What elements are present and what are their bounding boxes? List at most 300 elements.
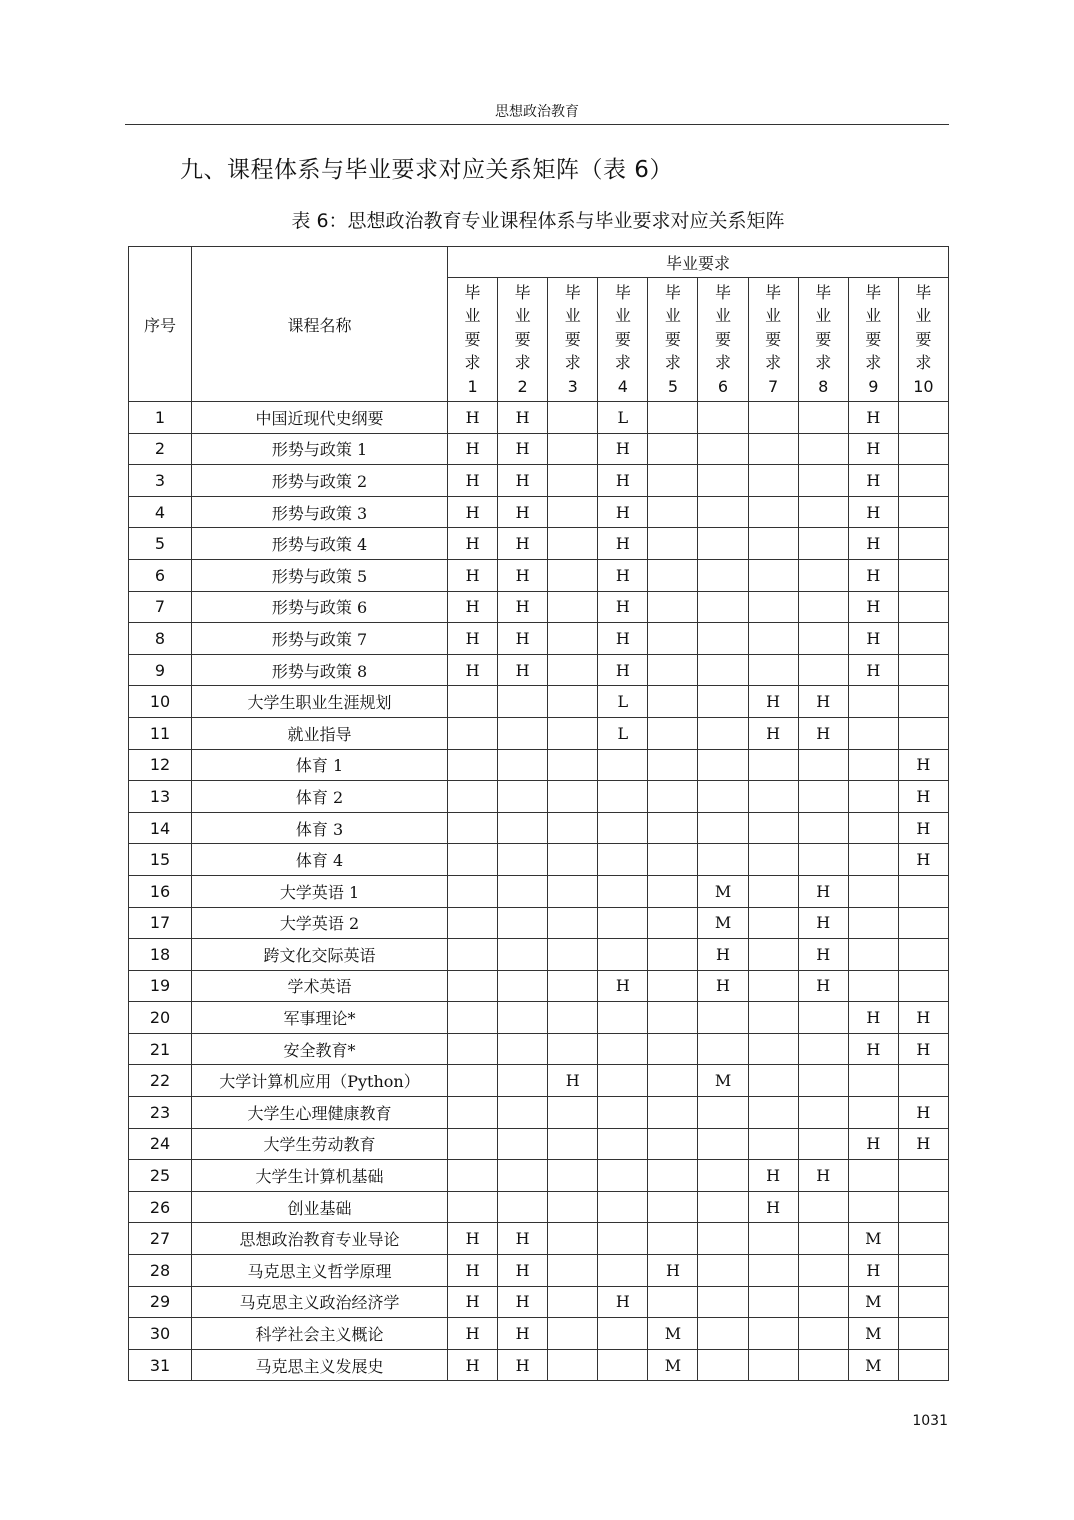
- requirement-level-cell: [798, 496, 848, 528]
- requirement-level-cell: [498, 939, 548, 971]
- requirement-level-cell: [698, 465, 748, 497]
- requirement-level-cell: M: [848, 1318, 898, 1350]
- course-name-cell: 跨文化交际英语: [192, 939, 448, 971]
- requirement-level-cell: [498, 907, 548, 939]
- requirement-level-cell: [598, 1097, 648, 1129]
- requirement-level-cell: [748, 402, 798, 434]
- row-number-cell: 6: [129, 559, 192, 591]
- requirement-level-cell: [648, 1002, 698, 1034]
- requirement-level-cell: [448, 1191, 498, 1223]
- requirement-level-cell: [798, 1286, 848, 1318]
- requirement-header-number: 4: [617, 376, 628, 396]
- requirement-level-cell: [498, 970, 548, 1002]
- course-name-cell: 大学生劳动教育: [192, 1128, 448, 1160]
- requirement-level-cell: [598, 1349, 648, 1381]
- column-header-requirement-2: [498, 278, 548, 402]
- table-row: [129, 402, 949, 434]
- requirement-header-char: 要: [715, 329, 732, 349]
- requirement-level-cell: [648, 654, 698, 686]
- requirement-header-char: 业: [765, 306, 782, 326]
- table-row: [129, 1286, 949, 1318]
- requirement-level-cell: [448, 1002, 498, 1034]
- requirement-level-cell: [698, 844, 748, 876]
- requirement-level-cell: [548, 559, 598, 591]
- requirement-level-cell: H: [598, 623, 648, 655]
- table-row: [129, 1002, 949, 1034]
- requirement-level-cell: H: [848, 1002, 898, 1034]
- requirement-level-cell: [498, 812, 548, 844]
- requirement-level-cell: H: [848, 528, 898, 560]
- table-row: [129, 1349, 949, 1381]
- requirement-level-cell: [748, 1286, 798, 1318]
- row-number-cell: 29: [129, 1286, 192, 1318]
- requirement-level-cell: [748, 591, 798, 623]
- requirement-level-cell: [648, 1286, 698, 1318]
- course-name-cell: 形势与政策 4: [192, 528, 448, 560]
- requirement-header-number: 2: [517, 376, 528, 396]
- requirement-level-cell: [898, 433, 948, 465]
- requirement-level-cell: H: [448, 623, 498, 655]
- table-header: [129, 247, 949, 402]
- requirement-level-cell: H: [448, 1349, 498, 1381]
- requirement-level-cell: [748, 465, 798, 497]
- requirement-level-cell: [598, 1223, 648, 1255]
- course-name-cell: 就业指导: [192, 717, 448, 749]
- table-row: [129, 907, 949, 939]
- requirement-level-cell: [498, 875, 548, 907]
- requirement-level-cell: H: [798, 970, 848, 1002]
- requirement-level-cell: H: [748, 1191, 798, 1223]
- requirement-level-cell: [698, 1255, 748, 1287]
- row-number-cell: 16: [129, 875, 192, 907]
- requirement-level-cell: H: [848, 1033, 898, 1065]
- requirement-level-cell: [598, 812, 648, 844]
- course-name-cell: 学术英语: [192, 970, 448, 1002]
- row-number-cell: 8: [129, 623, 192, 655]
- course-name-cell: 形势与政策 2: [192, 465, 448, 497]
- table-row: [129, 433, 949, 465]
- requirement-level-cell: [848, 686, 898, 718]
- requirement-level-cell: [898, 1065, 948, 1097]
- course-name-cell: 形势与政策 5: [192, 559, 448, 591]
- table-row: [129, 1223, 949, 1255]
- requirement-header-char: 毕: [915, 282, 932, 302]
- table-row: [129, 1255, 949, 1287]
- requirement-level-cell: [548, 591, 598, 623]
- requirement-level-cell: [548, 496, 598, 528]
- requirement-level-cell: [548, 1349, 598, 1381]
- table-row: [129, 686, 949, 718]
- row-number-cell: 24: [129, 1128, 192, 1160]
- requirement-level-cell: [548, 1160, 598, 1192]
- table-row: [129, 939, 949, 971]
- requirement-level-cell: [698, 812, 748, 844]
- requirement-header-char: 毕: [514, 282, 531, 302]
- row-number-cell: 1: [129, 402, 192, 434]
- requirement-level-cell: H: [448, 1286, 498, 1318]
- requirement-level-cell: [798, 1191, 848, 1223]
- requirement-level-cell: [448, 717, 498, 749]
- column-header-requirement-10: [898, 278, 948, 402]
- requirement-level-cell: [648, 559, 698, 591]
- requirement-level-cell: [598, 749, 648, 781]
- row-number-cell: 22: [129, 1065, 192, 1097]
- requirement-level-cell: [598, 1033, 648, 1065]
- requirement-level-cell: [898, 1191, 948, 1223]
- requirement-level-cell: [498, 1191, 548, 1223]
- requirement-header-char: 要: [815, 329, 832, 349]
- requirement-level-cell: [498, 749, 548, 781]
- requirement-header-char: 业: [865, 306, 882, 326]
- requirement-level-cell: H: [598, 970, 648, 1002]
- requirement-level-cell: [498, 1065, 548, 1097]
- requirement-level-cell: [648, 1097, 698, 1129]
- requirement-header-char: 要: [765, 329, 782, 349]
- requirement-level-cell: H: [498, 1318, 548, 1350]
- requirement-level-cell: [698, 433, 748, 465]
- table-row: [129, 465, 949, 497]
- requirement-level-cell: [698, 591, 748, 623]
- requirement-level-cell: [548, 1128, 598, 1160]
- requirement-level-cell: H: [848, 402, 898, 434]
- requirement-level-cell: [748, 781, 798, 813]
- requirement-header-char: 求: [614, 353, 631, 373]
- requirement-level-cell: [648, 496, 698, 528]
- course-name-cell: 体育 2: [192, 781, 448, 813]
- requirements-matrix-table: [128, 246, 949, 1381]
- requirement-level-cell: H: [498, 528, 548, 560]
- row-number-cell: 18: [129, 939, 192, 971]
- requirement-level-cell: [748, 875, 798, 907]
- requirement-level-cell: [548, 939, 598, 971]
- requirement-level-cell: [798, 591, 848, 623]
- requirement-level-cell: [698, 1160, 748, 1192]
- column-header-number: 序号: [129, 247, 192, 402]
- requirement-header-number: 6: [717, 376, 729, 396]
- course-name-cell: 大学英语 1: [192, 875, 448, 907]
- row-number-cell: 4: [129, 496, 192, 528]
- requirement-level-cell: L: [598, 686, 648, 718]
- requirement-level-cell: H: [498, 1286, 548, 1318]
- course-name-cell: 大学计算机应用（Python）: [192, 1065, 448, 1097]
- requirement-level-cell: [698, 1349, 748, 1381]
- row-number-cell: 27: [129, 1223, 192, 1255]
- requirement-level-cell: [448, 844, 498, 876]
- requirement-level-cell: [498, 1033, 548, 1065]
- requirement-level-cell: [848, 1160, 898, 1192]
- requirement-level-cell: [548, 623, 598, 655]
- requirement-level-cell: [898, 402, 948, 434]
- requirement-level-cell: [498, 1128, 548, 1160]
- requirement-level-cell: [748, 1223, 798, 1255]
- requirement-header-char: 求: [715, 353, 732, 373]
- requirement-level-cell: [798, 654, 848, 686]
- requirement-level-cell: H: [598, 433, 648, 465]
- requirement-level-cell: [698, 496, 748, 528]
- requirement-level-cell: M: [648, 1318, 698, 1350]
- requirement-level-cell: [648, 1065, 698, 1097]
- requirement-level-cell: [548, 1223, 598, 1255]
- row-number-cell: 11: [129, 717, 192, 749]
- course-name-cell: 军事理论*: [192, 1002, 448, 1034]
- requirement-level-cell: [798, 528, 848, 560]
- requirement-level-cell: [798, 559, 848, 591]
- requirement-header-char: 要: [865, 329, 882, 349]
- requirement-level-cell: [748, 496, 798, 528]
- column-header-requirement-7: [748, 278, 798, 402]
- requirement-level-cell: H: [648, 1255, 698, 1287]
- requirement-header-char: 求: [464, 353, 481, 373]
- requirement-level-cell: [798, 781, 848, 813]
- requirement-level-cell: [698, 1033, 748, 1065]
- requirement-level-cell: [648, 749, 698, 781]
- requirement-header-char: 毕: [865, 282, 882, 302]
- requirement-level-cell: H: [598, 654, 648, 686]
- requirement-level-cell: H: [498, 496, 548, 528]
- requirement-header-char: 求: [815, 353, 832, 373]
- row-number-cell: 17: [129, 907, 192, 939]
- requirement-level-cell: [748, 907, 798, 939]
- requirement-level-cell: H: [848, 496, 898, 528]
- requirement-level-cell: H: [898, 749, 948, 781]
- requirement-level-cell: [448, 1065, 498, 1097]
- course-name-cell: 创业基础: [192, 1191, 448, 1223]
- requirement-level-cell: [498, 844, 548, 876]
- requirement-level-cell: H: [848, 559, 898, 591]
- requirement-level-cell: H: [848, 623, 898, 655]
- requirement-level-cell: H: [848, 465, 898, 497]
- requirement-level-cell: [848, 717, 898, 749]
- column-group-header-requirements: 毕业要求: [448, 247, 949, 278]
- requirement-level-cell: [698, 528, 748, 560]
- requirement-level-cell: [648, 812, 698, 844]
- requirement-header-char: 毕: [715, 282, 732, 302]
- row-number-cell: 5: [129, 528, 192, 560]
- requirement-header-char: 业: [915, 306, 932, 326]
- table-body: [129, 402, 949, 1381]
- requirement-level-cell: [698, 623, 748, 655]
- requirement-level-cell: [598, 875, 648, 907]
- requirement-header-number: 5: [667, 376, 679, 396]
- course-name-cell: 大学英语 2: [192, 907, 448, 939]
- requirement-level-cell: [648, 970, 698, 1002]
- requirement-level-cell: [748, 1318, 798, 1350]
- requirement-level-cell: H: [898, 844, 948, 876]
- table-row: [129, 623, 949, 655]
- requirement-level-cell: [648, 591, 698, 623]
- requirement-level-cell: [898, 654, 948, 686]
- row-number-cell: 3: [129, 465, 192, 497]
- requirement-level-cell: H: [498, 1223, 548, 1255]
- requirement-level-cell: [698, 402, 748, 434]
- requirement-level-cell: [648, 1128, 698, 1160]
- requirement-level-cell: [898, 465, 948, 497]
- requirement-level-cell: [748, 654, 798, 686]
- requirement-level-cell: [898, 591, 948, 623]
- requirement-level-cell: [448, 812, 498, 844]
- requirement-level-cell: [798, 1255, 848, 1287]
- table-row: [129, 1318, 949, 1350]
- requirement-level-cell: H: [848, 1255, 898, 1287]
- requirement-level-cell: [798, 1065, 848, 1097]
- column-header-requirement-5: [648, 278, 698, 402]
- requirement-level-cell: [698, 686, 748, 718]
- requirement-level-cell: [548, 970, 598, 1002]
- requirement-level-cell: [548, 528, 598, 560]
- requirement-level-cell: H: [798, 1160, 848, 1192]
- requirement-header-char: 求: [564, 353, 581, 373]
- requirement-level-cell: [498, 717, 548, 749]
- requirement-level-cell: [848, 970, 898, 1002]
- requirement-level-cell: [448, 1097, 498, 1129]
- requirement-level-cell: [748, 559, 798, 591]
- requirement-level-cell: H: [548, 1065, 598, 1097]
- row-number-cell: 14: [129, 812, 192, 844]
- requirement-level-cell: M: [698, 1065, 748, 1097]
- requirement-level-cell: [898, 1160, 948, 1192]
- column-header-requirement-3: [548, 278, 598, 402]
- requirement-header-char: 求: [865, 353, 882, 373]
- requirement-level-cell: [698, 559, 748, 591]
- course-name-cell: 大学生心理健康教育: [192, 1097, 448, 1129]
- requirement-level-cell: [898, 559, 948, 591]
- requirement-level-cell: [548, 465, 598, 497]
- requirement-level-cell: M: [848, 1286, 898, 1318]
- table-row: [129, 970, 949, 1002]
- course-name-cell: 形势与政策 8: [192, 654, 448, 686]
- requirement-header-char: 业: [464, 306, 481, 326]
- requirement-level-cell: [648, 844, 698, 876]
- requirement-level-cell: [798, 844, 848, 876]
- requirement-level-cell: [898, 528, 948, 560]
- section-heading: 九、课程体系与毕业要求对应关系矩阵（表 6）: [180, 157, 673, 183]
- requirement-level-cell: [848, 1191, 898, 1223]
- requirement-level-cell: M: [648, 1349, 698, 1381]
- requirement-level-cell: [898, 1349, 948, 1381]
- requirement-level-cell: H: [598, 591, 648, 623]
- requirement-level-cell: [598, 1191, 648, 1223]
- requirement-level-cell: [898, 1255, 948, 1287]
- requirement-header-char: 毕: [614, 282, 631, 302]
- requirement-level-cell: H: [448, 433, 498, 465]
- requirement-level-cell: H: [598, 559, 648, 591]
- requirement-level-cell: [698, 1318, 748, 1350]
- table-row: [129, 781, 949, 813]
- requirement-level-cell: [648, 623, 698, 655]
- requirement-level-cell: H: [848, 591, 898, 623]
- requirement-level-cell: H: [598, 496, 648, 528]
- requirement-level-cell: [498, 1002, 548, 1034]
- table-row: [129, 844, 949, 876]
- course-name-cell: 马克思主义政治经济学: [192, 1286, 448, 1318]
- requirement-level-cell: H: [748, 686, 798, 718]
- requirement-level-cell: H: [448, 402, 498, 434]
- requirement-level-cell: [598, 939, 648, 971]
- table-row: [129, 528, 949, 560]
- requirement-level-cell: [648, 781, 698, 813]
- requirement-level-cell: [548, 875, 598, 907]
- requirement-level-cell: [848, 907, 898, 939]
- table-row: [129, 1097, 949, 1129]
- requirement-level-cell: H: [898, 1033, 948, 1065]
- requirement-level-cell: [748, 1033, 798, 1065]
- requirement-level-cell: H: [748, 1160, 798, 1192]
- requirement-level-cell: H: [598, 528, 648, 560]
- requirement-level-cell: [448, 781, 498, 813]
- requirement-level-cell: H: [448, 496, 498, 528]
- requirement-level-cell: [548, 1097, 598, 1129]
- requirement-level-cell: [548, 402, 598, 434]
- requirement-level-cell: H: [598, 1286, 648, 1318]
- requirement-header-char: 业: [614, 306, 631, 326]
- requirement-header-char: 业: [564, 306, 581, 326]
- requirement-level-cell: [548, 781, 598, 813]
- page-number: 1031: [912, 1413, 948, 1429]
- requirement-header-char: 业: [815, 306, 832, 326]
- row-number-cell: 19: [129, 970, 192, 1002]
- requirement-level-cell: H: [598, 465, 648, 497]
- column-header-requirement-1: [448, 278, 498, 402]
- requirement-level-cell: [748, 812, 798, 844]
- requirement-level-cell: H: [498, 654, 548, 686]
- requirement-level-cell: [648, 402, 698, 434]
- table-row: [129, 1160, 949, 1192]
- table-row: [129, 654, 949, 686]
- requirement-level-cell: H: [498, 433, 548, 465]
- column-header-requirement-4: [598, 278, 648, 402]
- requirement-level-cell: H: [848, 1128, 898, 1160]
- table-row: [129, 812, 949, 844]
- requirement-level-cell: H: [448, 1318, 498, 1350]
- requirement-level-cell: [598, 1002, 648, 1034]
- row-number-cell: 10: [129, 686, 192, 718]
- requirement-level-cell: [448, 970, 498, 1002]
- course-name-cell: 大学生计算机基础: [192, 1160, 448, 1192]
- row-number-cell: 20: [129, 1002, 192, 1034]
- requirement-level-cell: [448, 749, 498, 781]
- row-number-cell: 28: [129, 1255, 192, 1287]
- requirement-level-cell: H: [848, 433, 898, 465]
- requirement-header-char: 求: [765, 353, 782, 373]
- requirement-header-char: 要: [564, 329, 581, 349]
- requirement-header-number: 1: [467, 376, 478, 396]
- requirement-header-char: 业: [715, 306, 732, 326]
- requirement-level-cell: H: [748, 717, 798, 749]
- requirement-header-char: 毕: [815, 282, 832, 302]
- requirement-level-cell: [698, 654, 748, 686]
- row-number-cell: 21: [129, 1033, 192, 1065]
- requirement-level-cell: [498, 1160, 548, 1192]
- row-number-cell: 12: [129, 749, 192, 781]
- requirement-level-cell: [598, 1318, 648, 1350]
- table-row: [129, 1065, 949, 1097]
- requirement-level-cell: [798, 1097, 848, 1129]
- requirement-level-cell: [648, 1160, 698, 1192]
- requirement-level-cell: [548, 1191, 598, 1223]
- course-name-cell: 体育 3: [192, 812, 448, 844]
- requirement-header-char: 要: [664, 329, 681, 349]
- requirement-level-cell: [448, 939, 498, 971]
- requirement-level-cell: [898, 1286, 948, 1318]
- requirement-level-cell: [648, 1223, 698, 1255]
- requirement-level-cell: [648, 686, 698, 718]
- requirement-level-cell: [848, 939, 898, 971]
- requirement-level-cell: H: [898, 1097, 948, 1129]
- course-name-cell: 大学生职业生涯规划: [192, 686, 448, 718]
- requirement-level-cell: [898, 970, 948, 1002]
- course-name-cell: 科学社会主义概论: [192, 1318, 448, 1350]
- requirement-level-cell: [648, 939, 698, 971]
